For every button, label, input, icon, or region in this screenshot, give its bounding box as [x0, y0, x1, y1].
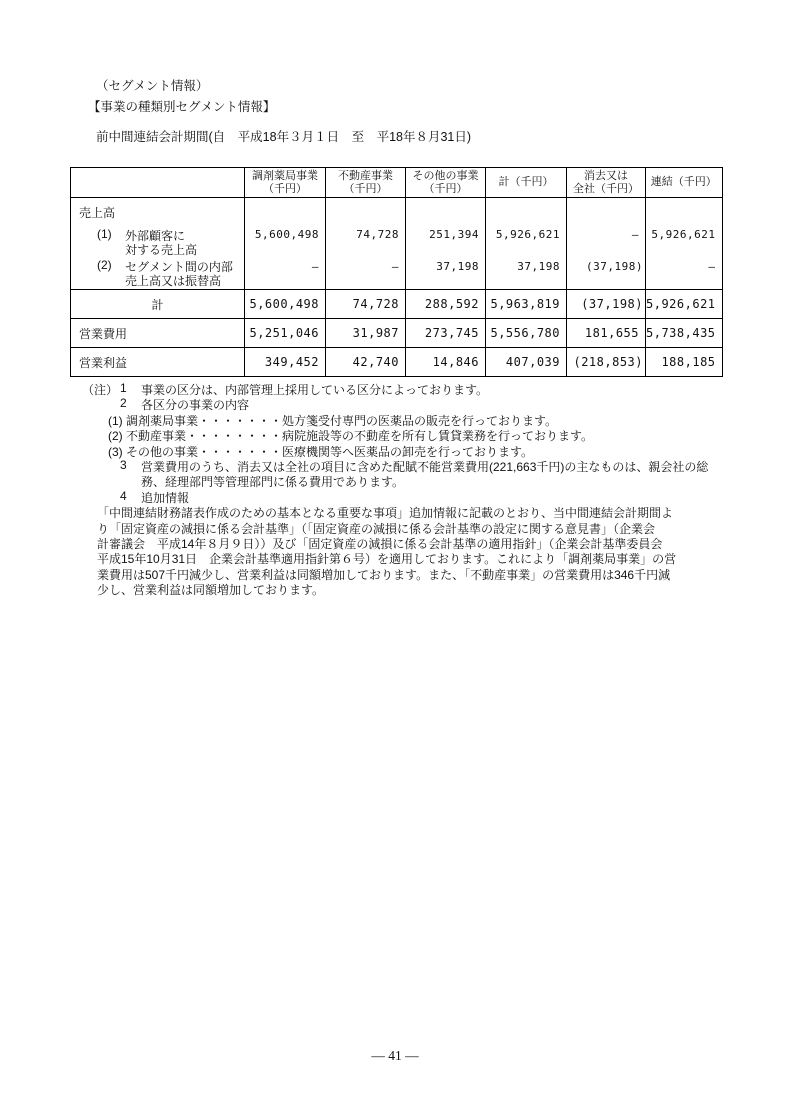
opex-total: 5,556,780: [486, 319, 567, 348]
header-other-line2: （千円）: [423, 182, 468, 195]
sales-cell-pharmacy: [245, 198, 326, 290]
header-other: [406, 168, 486, 198]
external-sales-realestate: 74,728: [356, 228, 399, 241]
section-heading-main: 【事業の種類別セグメント情報】: [88, 100, 276, 114]
sales-block-labels: [71, 198, 245, 290]
note4-body-line3: [82, 535, 762, 550]
operating-income-row: [71, 348, 723, 377]
note4-body-text3: 計審議会 平成14年８月９日））及び「固定資産の減損に係る会計基準の適用指針」（企業会計基準委員会: [97, 536, 663, 551]
sales-cell-other: [406, 198, 486, 290]
opinc-pharmacy: 349,452: [245, 348, 326, 377]
total-row: [71, 290, 723, 319]
note3-line2: [82, 473, 762, 488]
intersegment-sales-label-line2: 売上高又は振替高: [125, 273, 222, 288]
intersegment-sales-pharmacy: ―: [311, 260, 319, 273]
sales-block-row: [71, 198, 723, 290]
intersegment-sales-elimination: (37,198): [586, 260, 643, 273]
note4-body-line6: [82, 581, 762, 596]
note1-text: 事業の区分は、内部管理上採用している区分によっております。: [141, 383, 489, 397]
opex-realestate: 31,987: [326, 319, 406, 348]
note4-body-line2: [82, 520, 762, 535]
total-total: 5,963,819: [486, 290, 567, 319]
opinc-other: 14,846: [406, 348, 486, 377]
header-elimination-line2: 全社（千円）: [573, 182, 639, 195]
note2-item2-text: (2) 不動産事業・・・・・・・・病院施設等の不動産を所有し賃貸業務を行っております。: [108, 429, 594, 444]
note4-number: 4: [120, 488, 127, 503]
header-pharmacy-line1: 調剤薬局事業: [252, 169, 318, 182]
external-sales-elimination: ―: [631, 228, 639, 241]
header-other-line1: その他の事業: [412, 169, 479, 182]
table-header-row: [71, 168, 723, 198]
sales-section-title: 売上高: [79, 206, 116, 220]
operating-expenses-row: [71, 319, 723, 348]
operating-income-label: 営業利益: [71, 348, 245, 377]
sales-cell-consolidated: [646, 198, 723, 290]
header-blank-cell: [71, 168, 245, 198]
opex-consolidated: 5,738,435: [646, 319, 723, 348]
header-total: 計（千円）: [486, 168, 567, 198]
operating-expenses-label: 営業費用: [71, 319, 245, 348]
note2-item3-text: (3) その他の事業・・・・・・・医療機関等へ医薬品の卸売を行っております。: [108, 444, 534, 459]
segment-table: [70, 167, 723, 377]
total-consolidated: 5,926,621: [646, 290, 723, 319]
header-pharmacy-line2: （千円）: [263, 182, 307, 195]
total-realestate: 74,728: [326, 290, 406, 319]
external-sales-pharmacy: 5,600,498: [254, 228, 319, 241]
note4-body-text2: り「固定資産の減損に係る会計基準」（「固定資産の減損に係る会計基準の設定に関する意見書」（企業会: [97, 521, 656, 536]
header-elimination-line1: 消去又は: [584, 169, 628, 182]
header-realestate-line1: 不動産事業: [338, 169, 393, 182]
note2-item1-text: (1) 調剤薬局事業・・・・・・・処方箋受付専門の医薬品の販売を行っております。: [108, 413, 558, 428]
intersegment-sales-consolidated: ―: [708, 260, 716, 273]
note3-line1: [82, 458, 762, 473]
opex-other: 273,745: [406, 319, 486, 348]
note4-body-text5: 業費用は507千円減少し、営業利益は同額増加しております。また、「不動産事業」の営業費用は346千円減: [97, 567, 671, 582]
note4-body-text4: 平成15年10月31日 企業会計基準適用指針第６号）を適用しております。これにより「調剤薬局事業」の営: [97, 552, 677, 567]
external-sales-total: 5,926,621: [495, 228, 560, 241]
note4-title: 追加情報: [141, 490, 190, 505]
intersegment-sales-prefix: (2): [97, 258, 112, 272]
intersegment-sales-other: 37,198: [436, 260, 479, 273]
section-heading-paren: （セグメント情報）: [96, 79, 209, 93]
header-elimination: [567, 168, 646, 198]
notes-label: （注）: [82, 383, 119, 397]
external-sales-prefix: (1): [97, 227, 112, 241]
note2-item1: [82, 412, 762, 427]
header-realestate: [326, 168, 406, 198]
external-sales-label-line2: 対する売上高: [125, 242, 198, 257]
intersegment-sales-realestate: ―: [391, 260, 399, 273]
note3-number: 3: [120, 457, 127, 472]
note4-title-line: [82, 489, 762, 504]
sales-cell-elimination: [567, 198, 646, 290]
external-sales-other: 251,394: [429, 228, 479, 241]
note1-line: [82, 381, 762, 396]
note2-item3: [82, 443, 762, 458]
external-sales-label-line1: 外部顧客に: [125, 229, 186, 243]
accounting-period-label: 前中間連結会計期間(自 平成18年３月１日 至 平18年８月31日): [96, 130, 472, 144]
sales-cell-total: [486, 198, 567, 290]
intersegment-sales-total: 37,198: [517, 260, 560, 273]
total-elimination: (37,198): [567, 290, 646, 319]
sales-cell-realestate: [326, 198, 406, 290]
note2-number: 2: [120, 396, 127, 411]
header-realestate-line2: （千円）: [343, 182, 388, 195]
note4-body-line5: [82, 566, 762, 581]
opinc-consolidated: 188,185: [646, 348, 723, 377]
header-consolidated: 連結（千円）: [646, 168, 723, 198]
opinc-realestate: 42,740: [326, 348, 406, 377]
page-number: ― 41 ―: [371, 1048, 419, 1063]
note2-title: 各区分の事業の内容: [141, 398, 250, 413]
note4-body-text1: 「中間連結財務諸表作成のための基本となる重要な事項」追加情報に記載のとおり、当中間連結会計期間よ: [97, 506, 674, 521]
header-pharmacy: [245, 168, 326, 198]
total-row-label: 計: [71, 290, 245, 319]
note4-body-line1: [82, 504, 762, 519]
opinc-total: 407,039: [486, 348, 567, 377]
note4-body-text6: 少し、営業利益は同額増加しております。: [97, 583, 325, 598]
intersegment-sales-label-line1: セグメント間の内部: [125, 260, 233, 274]
note3-text-line2: 務、経理部門等管理部門に係る費用であります。: [141, 475, 405, 490]
note2-item2: [82, 427, 762, 442]
opex-pharmacy: 5,251,046: [245, 319, 326, 348]
note1-number: 1: [120, 381, 127, 395]
notes-section: [82, 381, 762, 596]
note2-title-line: [82, 396, 762, 411]
note3-text-line1: 営業費用のうち、消去又は全社の項目に含めた配賦不能営業費用(221,663千円)の主なものは、親会社の総: [141, 459, 709, 474]
total-pharmacy: 5,600,498: [245, 290, 326, 319]
note4-body-line4: [82, 550, 762, 565]
external-sales-consolidated: 5,926,621: [651, 228, 716, 241]
opinc-elimination: (218,853): [567, 348, 646, 377]
opex-elimination: 181,655: [567, 319, 646, 348]
total-other: 288,592: [406, 290, 486, 319]
